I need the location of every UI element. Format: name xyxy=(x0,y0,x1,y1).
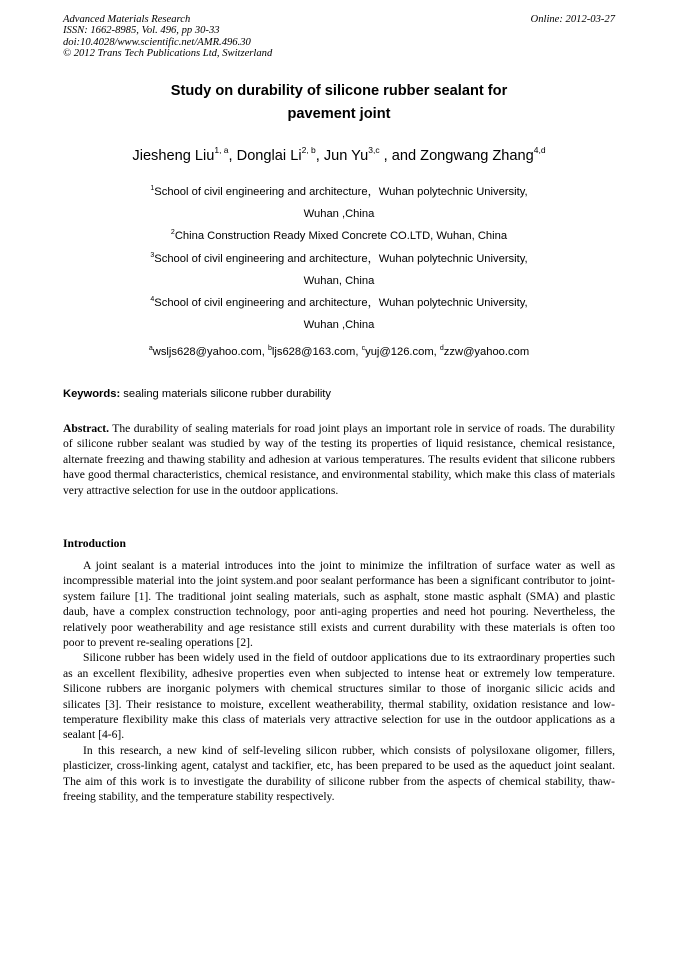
author-sep: , xyxy=(228,148,237,164)
keywords-label: Keywords: xyxy=(63,388,121,400)
section-heading-introduction: Introduction xyxy=(63,537,126,550)
affiliation-sup: 2 xyxy=(170,229,175,237)
affiliation-text: China Construction Ready Mixed Concrete CO.LTD, Wuhan, China xyxy=(174,230,508,243)
author-sep: , and xyxy=(379,148,421,164)
abstract-label: Abstract. xyxy=(63,422,110,435)
keywords xyxy=(63,385,615,403)
paragraph: Silicone rubber has been widely used in the field of outdoor applications due to its extraordinary properties such as an excellent flexibility, adhesive properties even when subjected to intense heat or extremely low temperature. Silicone rubbers are inorganic polymers with chemical structures similar to those of inorganic silicic acids and silicates [3]. Their resistance to moisture, excellent weatherability, thermal stability, oxidation resistance and low-temperature flexibility make this class of materials very attractive selection for use in the outdoor applications as a sealant [4-6]. xyxy=(63,651,615,742)
affiliation-list xyxy=(63,181,615,336)
affiliation-line xyxy=(63,225,615,247)
email-address[interactable]: wsljs628@yahoo.com xyxy=(152,346,262,358)
email-sup: b xyxy=(267,345,272,352)
online-date: Online: 2012-03-27 xyxy=(530,14,615,25)
affiliation-line xyxy=(63,248,615,270)
doi-line: doi:10.4028/www.scientific.net/AMR.496.30 xyxy=(63,36,251,48)
keywords-text: sealing materials silicone rubber durability xyxy=(120,388,332,400)
email-sep: , xyxy=(433,346,440,358)
journal-name: Advanced Materials Research xyxy=(63,14,191,25)
author-sup: 2, b xyxy=(301,145,316,155)
paragraph: In this research, a new kind of self-leveling silicon rubber, which consists of polysiloxane oligomer, fillers, plasticizer, cross-linking agent, catalyst and tackifier, etc, has been prepared to be used as the aqueduct joint sealant. The aim of this work is to investigate the durability of silicone rubber from the aspects of chemical stability, thaw-freeing stability, and the temperature stability respectively. xyxy=(63,743,615,804)
email-sep: , xyxy=(355,346,362,358)
email-sep: , xyxy=(261,346,268,358)
affiliation-line: Wuhan ,China xyxy=(303,319,375,332)
author-name: Jiesheng Liu xyxy=(132,148,215,164)
email-address[interactable]: yuj@126.com xyxy=(365,346,434,358)
affiliation-text: School of civil engineering and architecture，Wuhan polytechnic University, xyxy=(154,252,528,265)
author-sup: 4,d xyxy=(533,145,546,155)
affiliation-line: Wuhan ,China xyxy=(303,208,375,221)
author-sup: 1, a xyxy=(214,145,229,155)
email-sup: a xyxy=(148,345,153,352)
author-name: Donglai Li xyxy=(236,148,302,164)
abstract xyxy=(63,421,615,498)
email-sup: d xyxy=(439,345,444,352)
title-line-1: Study on durability of silicone rubber sealant for xyxy=(170,83,508,99)
abstract-text: The durability of sealing materials for road joint plays an important role in service of roads. The durability of silicone rubber sealant was studied by way of the testing its properties of liquid resistance, chemical resistance, alternate freezing and thawing stability and adhesion at various temperatures. The results evident that silicone rubbers have good thermal characteristics, chemical resistance, and environmental stability, which make this class of materials very attractive selection for use in the outdoor applications. xyxy=(63,422,615,497)
affiliation-sup: 1 xyxy=(150,185,155,192)
affiliation-sup: 4 xyxy=(150,296,155,304)
affiliation-text: School of civil engineering and architecture，Wuhan polytechnic University, xyxy=(154,186,528,198)
email-list xyxy=(63,342,615,362)
journal-header xyxy=(63,14,615,60)
author-name: Zongwang Zhang xyxy=(420,148,534,164)
author-sep: , xyxy=(315,148,324,164)
affiliation-text: School of civil engineering and architecture，Wuhan polytechnic University, xyxy=(154,297,528,310)
title-line-2: pavement joint xyxy=(287,106,391,122)
affiliation-line xyxy=(63,181,615,203)
email-sup: c xyxy=(361,345,366,352)
introduction-body xyxy=(63,558,615,805)
paper-title xyxy=(63,80,615,126)
author-list xyxy=(63,146,615,166)
copyright-line: © 2012 Trans Tech Publications Ltd, Switzerland xyxy=(63,48,273,60)
affiliation-line: Wuhan, China xyxy=(303,274,375,287)
author-name: Jun Yu xyxy=(323,148,369,164)
paragraph: A joint sealant is a material introduces into the joint to minimize the infiltration of surface water as well as incompressible material into the joint system.and poor sealant performance has been a significant contributor to joint-system failure [1]. The traditional joint sealing materials, such as asphalt, stone mastic asphalt (SMA) and plastic daub, have a complex construction technology, poor anti-aging properties and need hot pouring. Nevertheless, the relatively poor weatherability and age resistance still exists and current durability with these materials is often too poor to prevent re-sealing operations [2]. xyxy=(63,559,615,650)
email-address[interactable]: zzw@yahoo.com xyxy=(443,346,530,358)
affiliation-sup: 3 xyxy=(150,251,155,259)
issn-line: ISSN: 1662-8985, Vol. 496, pp 30-33 xyxy=(63,25,220,37)
author-sup: 3,c xyxy=(368,145,380,155)
affiliation-line xyxy=(63,292,615,314)
email-address[interactable]: ljs628@163.com xyxy=(271,346,356,358)
